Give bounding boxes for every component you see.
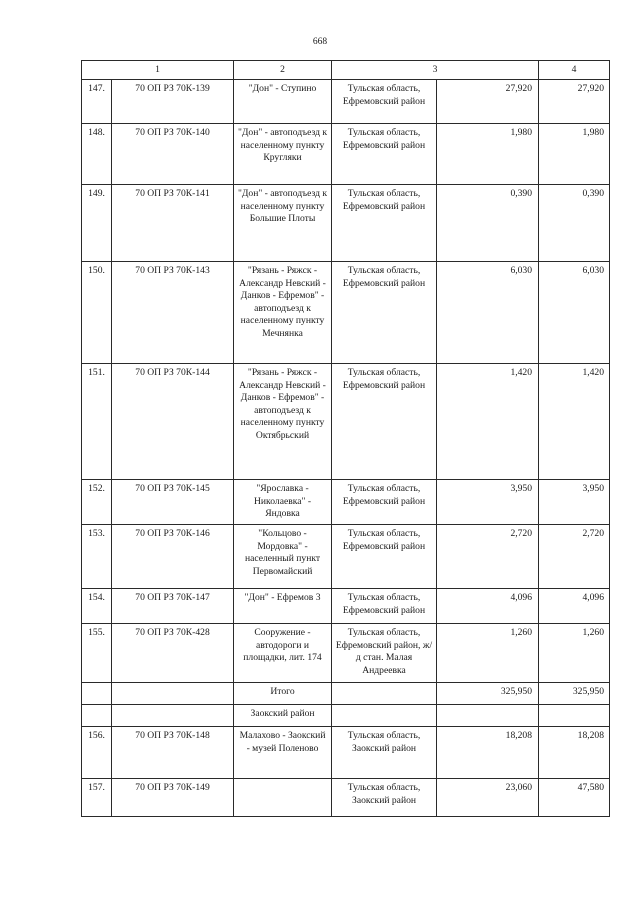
length-value [437, 705, 539, 727]
row-number: 152. [82, 480, 112, 525]
road-code: 70 ОП РЗ 70К-140 [112, 124, 234, 185]
road-location: Тульская область, Ефремовский район [332, 480, 437, 525]
road-location: Тульская область, Ефремовский район [332, 185, 437, 262]
row-number: 150. [82, 262, 112, 364]
table-row [82, 185, 610, 262]
total-length-value: 1,260 [539, 624, 610, 683]
road-code [112, 705, 234, 727]
header-col-1: 1 [82, 61, 234, 80]
road-code [112, 683, 234, 705]
header-col-2: 2 [234, 61, 332, 80]
table-row [82, 727, 610, 779]
road-code: 70 ОП РЗ 70К-143 [112, 262, 234, 364]
table-row [82, 589, 610, 624]
row-number: 157. [82, 779, 112, 817]
length-value: 4,096 [437, 589, 539, 624]
road-location: Тульская область, Ефремовский район [332, 364, 437, 480]
road-name: Малахово - Заокский - музей Поленово [234, 727, 332, 779]
road-name: "Ярославка - Николаевка" - Яндовка [234, 480, 332, 525]
road-code: 70 ОП РЗ 70К-144 [112, 364, 234, 480]
table-row [82, 480, 610, 525]
road-name: "Рязань - Ряжск - Александр Невский - Данков - Ефремов" - автоподъезд к населенному пункту Мечнянка [234, 262, 332, 364]
road-code: 70 ОП РЗ 70К-145 [112, 480, 234, 525]
road-code: 70 ОП РЗ 70К-141 [112, 185, 234, 262]
table-row [82, 683, 610, 705]
length-value: 1,420 [437, 364, 539, 480]
total-length-value: 4,096 [539, 589, 610, 624]
road-location: Тульская область, Ефремовский район [332, 262, 437, 364]
length-value: 3,950 [437, 480, 539, 525]
length-value: 0,390 [437, 185, 539, 262]
total-length-value: 2,720 [539, 525, 610, 589]
row-number [82, 705, 112, 727]
length-value: 27,920 [437, 80, 539, 124]
row-number: 151. [82, 364, 112, 480]
total-length-value: 18,208 [539, 727, 610, 779]
road-location: Тульская область, Заокский район [332, 779, 437, 817]
table-row [82, 80, 610, 124]
road-location: Тульская область, Ефремовский район [332, 80, 437, 124]
road-name: Итого [234, 683, 332, 705]
road-name: "Дон" - Ступино [234, 80, 332, 124]
header-col-3: 3 [332, 61, 539, 80]
row-number [82, 683, 112, 705]
road-name: "Дон" - Ефремов 3 [234, 589, 332, 624]
road-name: Сооружение - автодороги и площадки, лит. 174 [234, 624, 332, 683]
table-row [82, 705, 610, 727]
row-number: 148. [82, 124, 112, 185]
row-number: 155. [82, 624, 112, 683]
road-location: Тульская область, Ефремовский район [332, 525, 437, 589]
road-code: 70 ОП РЗ 70К-147 [112, 589, 234, 624]
row-number: 147. [82, 80, 112, 124]
table-header-row [82, 61, 610, 80]
row-number: 153. [82, 525, 112, 589]
length-value: 6,030 [437, 262, 539, 364]
road-name: Заокский район [234, 705, 332, 727]
road-code: 70 ОП РЗ 70К-428 [112, 624, 234, 683]
road-name: "Дон" - автоподъезд к населенному пункту Большие Плоты [234, 185, 332, 262]
row-number: 156. [82, 727, 112, 779]
road-location: Тульская область, Ефремовский район [332, 124, 437, 185]
road-code: 70 ОП РЗ 70К-139 [112, 80, 234, 124]
length-value: 1,260 [437, 624, 539, 683]
total-length-value: 27,920 [539, 80, 610, 124]
roads-table [81, 60, 610, 817]
row-number: 154. [82, 589, 112, 624]
road-code: 70 ОП РЗ 70К-146 [112, 525, 234, 589]
length-value: 23,060 [437, 779, 539, 817]
table-row [82, 364, 610, 480]
road-location [332, 683, 437, 705]
table-row [82, 525, 610, 589]
road-code: 70 ОП РЗ 70К-149 [112, 779, 234, 817]
row-number: 149. [82, 185, 112, 262]
total-length-value: 6,030 [539, 262, 610, 364]
total-length-value: 325,950 [539, 683, 610, 705]
total-length-value: 1,980 [539, 124, 610, 185]
table-row [82, 779, 610, 817]
table-row [82, 124, 610, 185]
road-location [332, 705, 437, 727]
total-length-value [539, 705, 610, 727]
road-name [234, 779, 332, 817]
total-length-value: 47,580 [539, 779, 610, 817]
length-value: 2,720 [437, 525, 539, 589]
road-code: 70 ОП РЗ 70К-148 [112, 727, 234, 779]
road-location: Тульская область, Ефремовский район [332, 589, 437, 624]
length-value: 18,208 [437, 727, 539, 779]
page-number: 668 [312, 37, 328, 47]
header-col-4: 4 [539, 61, 610, 80]
total-length-value: 1,420 [539, 364, 610, 480]
total-length-value: 0,390 [539, 185, 610, 262]
table-row [82, 262, 610, 364]
road-name: "Дон" - автоподъезд к населенному пункту Кругляки [234, 124, 332, 185]
road-name: "Рязань - Ряжск - Александр Невский - Данков - Ефремов" - автоподъезд к населенному пункту Октябрьский [234, 364, 332, 480]
table-row [82, 624, 610, 683]
road-location: Тульская область, Ефремовский район, ж/д стан. Малая Андреевка [332, 624, 437, 683]
total-length-value: 3,950 [539, 480, 610, 525]
length-value: 1,980 [437, 124, 539, 185]
road-location: Тульская область, Заокский район [332, 727, 437, 779]
road-name: "Кольцово - Мордовка" - населенный пункт Первомайский [234, 525, 332, 589]
length-value: 325,950 [437, 683, 539, 705]
